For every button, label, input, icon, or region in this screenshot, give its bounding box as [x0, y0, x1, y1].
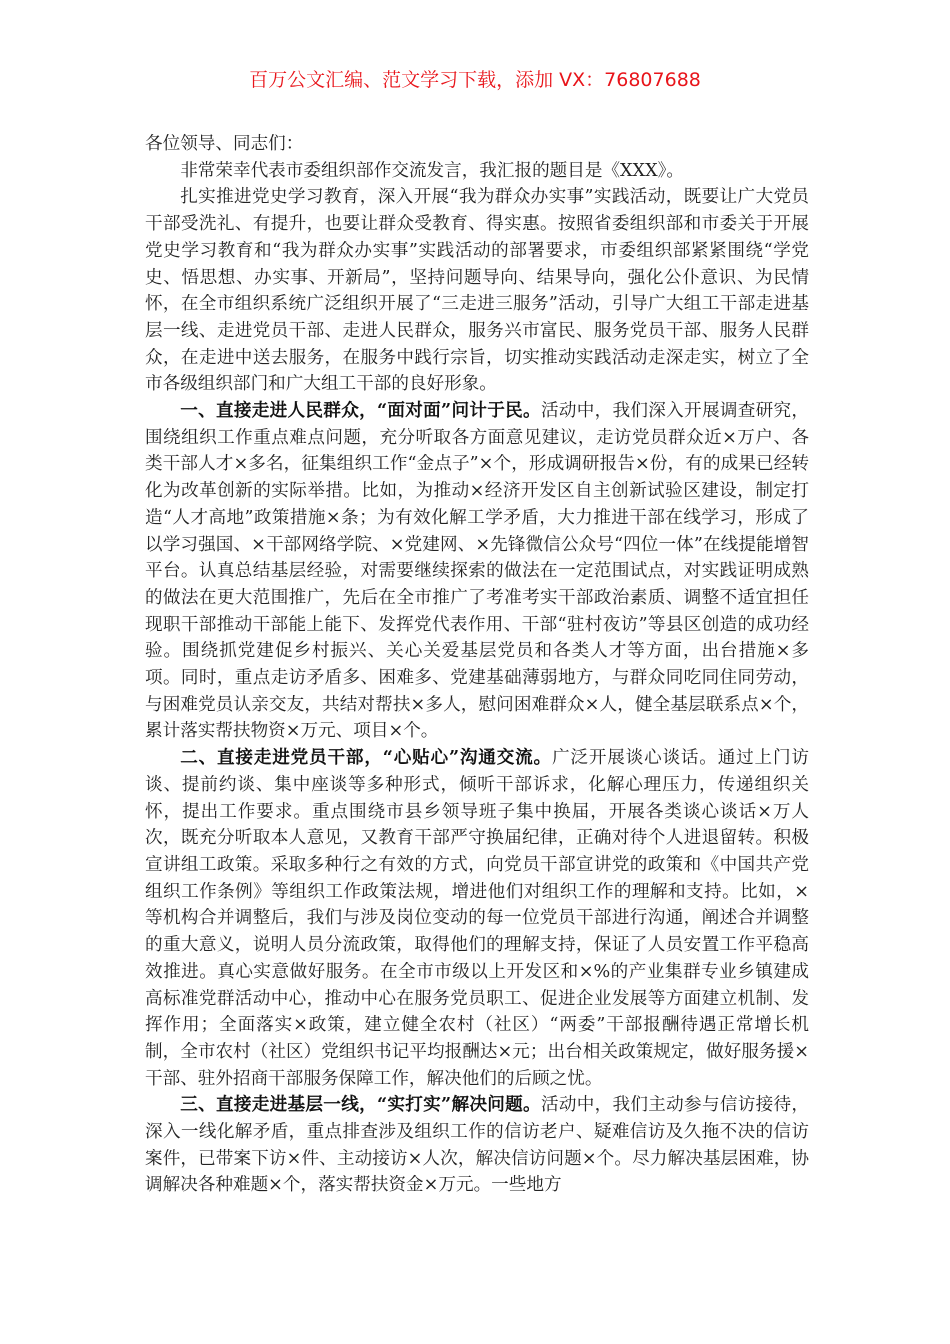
- paragraph-overview: [145, 184, 809, 398]
- section-heading: 一、直接走进人民群众，“面对面”问计于民。: [180, 400, 541, 422]
- paragraph-text: 活动中，我们深入开展调查研究，围绕组织工作重点难点问题，充分听取各方面意见建议，走访党员群众近×万户、各类干部人才×多名，征集组织工作“金点子”×个，形成调研报告×份，有的成果已经转化为改革创新的实际举措。比如，为推动×经济开发区自主创新试验区建设，制定打造“人才高地”政策措施×条；为有效化解工学矛盾，大力推进干部在线学习，形成了以学习强国、×干部网络学院、×党建网、×先锋微信公众号“四位一体”在线提能增智平台。认真总结基层经验，对需要继续探索的做法在一定范围试点，对实践证明成熟的做法在更大范围推广，先后在全市推广了考准考实干部政治素质、调整不适宜担任现职干部推动干部能上能下、发挥党代表作用、干部“驻村夜访”等县区创造的成功经验。围绕抓党建促乡村振兴、关心关爱基层党员和各类人才等方面，出台措施×多项。同时，重点走访矛盾多、困难多、党建基础薄弱地方，与群众同吃同住同劳动，与困难党员认亲交友，共结对帮扶×多人，慰问困难群众×人，健全基层联系点×个，累计落实帮扶物资×万元、项目×个。: [145, 401, 809, 742]
- paragraph-text: 广泛开展谈心谈话。通过上门访谈、提前约谈、集中座谈等多种形式，倾听干部诉求，化解心理压力，传递组织关怀，提出工作要求。重点围绕市县乡领导班子集中换届，开展各类谈心谈话×万人次，既充分听取本人意见，又教育干部严守换届纪律，正确对待个人进退留转。积极宣讲组工政策。采取多种行之有效的方式，向党员干部宣讲党的政策和《中国共产党组织工作条例》等组织工作政策法规，增进他们对组织工作的理解和支持。比如，×等机构合并调整后，我们与涉及岗位变动的每一位党员干部进行沟通，阐述合并调整的重大意义，说明人员分流政策，取得他们的理解支持，保证了人员安置工作平稳高效推进。真心实意做好服务。在全市市级以上开发区和×%的产业集群专业乡镇建成高标准党群活动中心，推动中心在服务党员职工、促进企业发展等方面建立机制、发挥作用；全面落实×政策，建立健全农村（社区）“两委”干部报酬待遇正常增长机制，全市农村（社区）党组织书记平均报酬达×元；出台相关政策规定，做好服务援×干部、驻外招商干部服务保障工作，解决他们的后顾之忧。: [145, 748, 809, 1089]
- promo-banner: 百万公文汇编、范文学习下载，添加 VX：76807688: [249, 69, 701, 91]
- section-heading: 二、直接走进党员干部，“心贴心”沟通交流。: [180, 747, 552, 769]
- salutation: 各位领导、同志们：: [145, 134, 304, 154]
- paragraph-section-2: [145, 745, 809, 1092]
- paragraph-section-1: [145, 398, 809, 745]
- paragraph-text: 活动中，我们主动参与信访接待，深入一线化解矛盾，重点排查涉及组织工作的信访老户、疑难信访及久拖不决的信访案件，已带案下访×件、主动接访×人次，解决信访问题×个。尽力解决基层困难，协调解决各种难题×个，落实帮扶资金×万元。一些地方: [145, 1095, 809, 1196]
- paragraph-section-3: [145, 1092, 809, 1199]
- intro-paragraph: 非常荣幸代表市委组织部作交流发言，我汇报的题目是《XXX》。: [180, 160, 684, 181]
- section-heading: 三、直接走进基层一线，“实打实”解决问题。: [180, 1094, 541, 1116]
- paragraph-text: 扎实推进党史学习教育，深入开展“我为群众办实事”实践活动，既要让广大党员干部受洗礼、有提升，也要让群众受教育、得实惠。按照省委组织部和市委关于开展党史学习教育和“我为群众办实事”实践活动的部署要求，市委组织部紧紧围绕“学党史、悟思想、办实事、开新局”，坚持问题导向、结果导向，强化公仆意识、为民情怀，在全市组织系统广泛组织开展了“三走进三服务”活动，引导广大组工干部走进基层一线、走进党员干部、走进人民群众，服务兴市富民、服务党员干部、服务人民群众，在走进中送去服务，在服务中践行宗旨，切实推动实践活动走深走实，树立了全市各级组织部门和广大组工干部的良好形象。: [145, 187, 809, 395]
- document-body: [145, 131, 809, 1199]
